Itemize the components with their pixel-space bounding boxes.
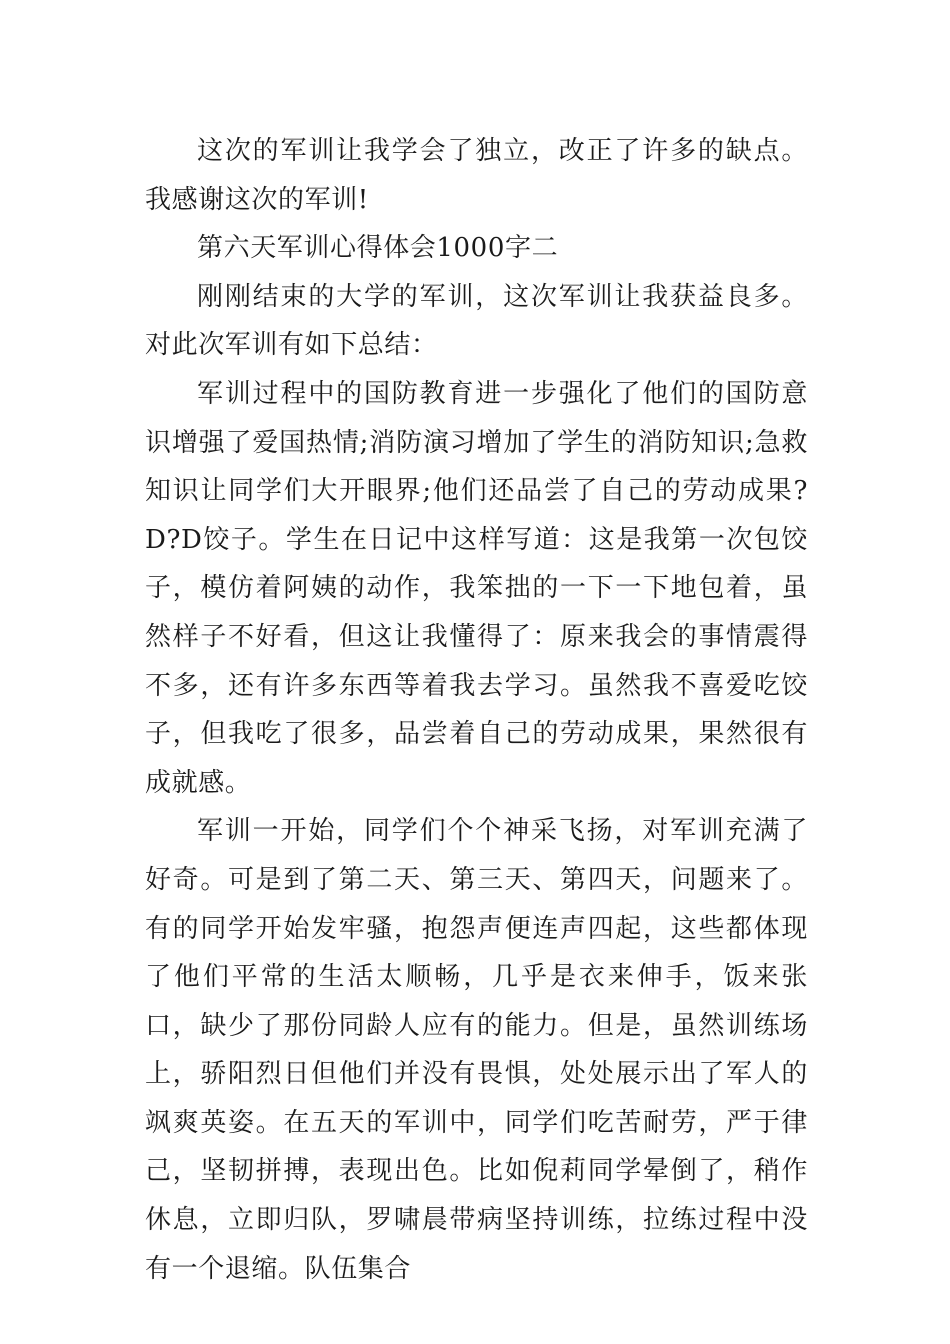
document-body xyxy=(145,127,808,1293)
paragraph-2: 刚刚结束的大学的军训，这次军训让我获益良多。对此次军训有如下总结： xyxy=(145,281,808,361)
paragraph-3: 军训过程中的国防教育进一步强化了他们的国防意识增强了爱国热情;消防演习增加了学生的消防知识;急救知识让同学们大开眼界;他们还品尝了自己的劳动成果?D?D饺子。学生在日记中这样写道：这是我第一次包饺子，模仿着阿姨的动作，我笨拙的一下一下地包着，虽然样子不好看，但这让我懂得了：原来我会的事情震得不多，还有许多东西等着我去学习。虽然我不喜爱吃饺子，但我吃了很多，品尝着自己的劳动成果，果然很有成就感。 xyxy=(145,378,808,798)
paragraph-4: 军训一开始，同学们个个神采飞扬，对军训充满了好奇。可是到了第二天、第三天、第四天，问题来了。有的同学开始发牢骚，抱怨声便连声四起，这些都体现了他们平常的生活太顺畅，几乎是衣来伸手，饭来张口，缺少了那份同龄人应有的能力。但是，虽然训练场上，骄阳烈日但他们并没有畏惧，处处展示出了军人的飒爽英姿。在五天的军训中，同学们吃苦耐劳，严于律己，坚韧拼搏，表现出色。比如倪莉同学晕倒了，稍作休息，立即归队，罗啸晨带病坚持训练，拉练过程中没有一个退缩。队伍集合 xyxy=(145,816,808,1284)
section-heading: 第六天军训心得体会1000字二 xyxy=(197,233,559,264)
paragraph-1: 这次的军训让我学会了独立，改正了许多的缺点。我感谢这次的军训! xyxy=(145,136,808,215)
